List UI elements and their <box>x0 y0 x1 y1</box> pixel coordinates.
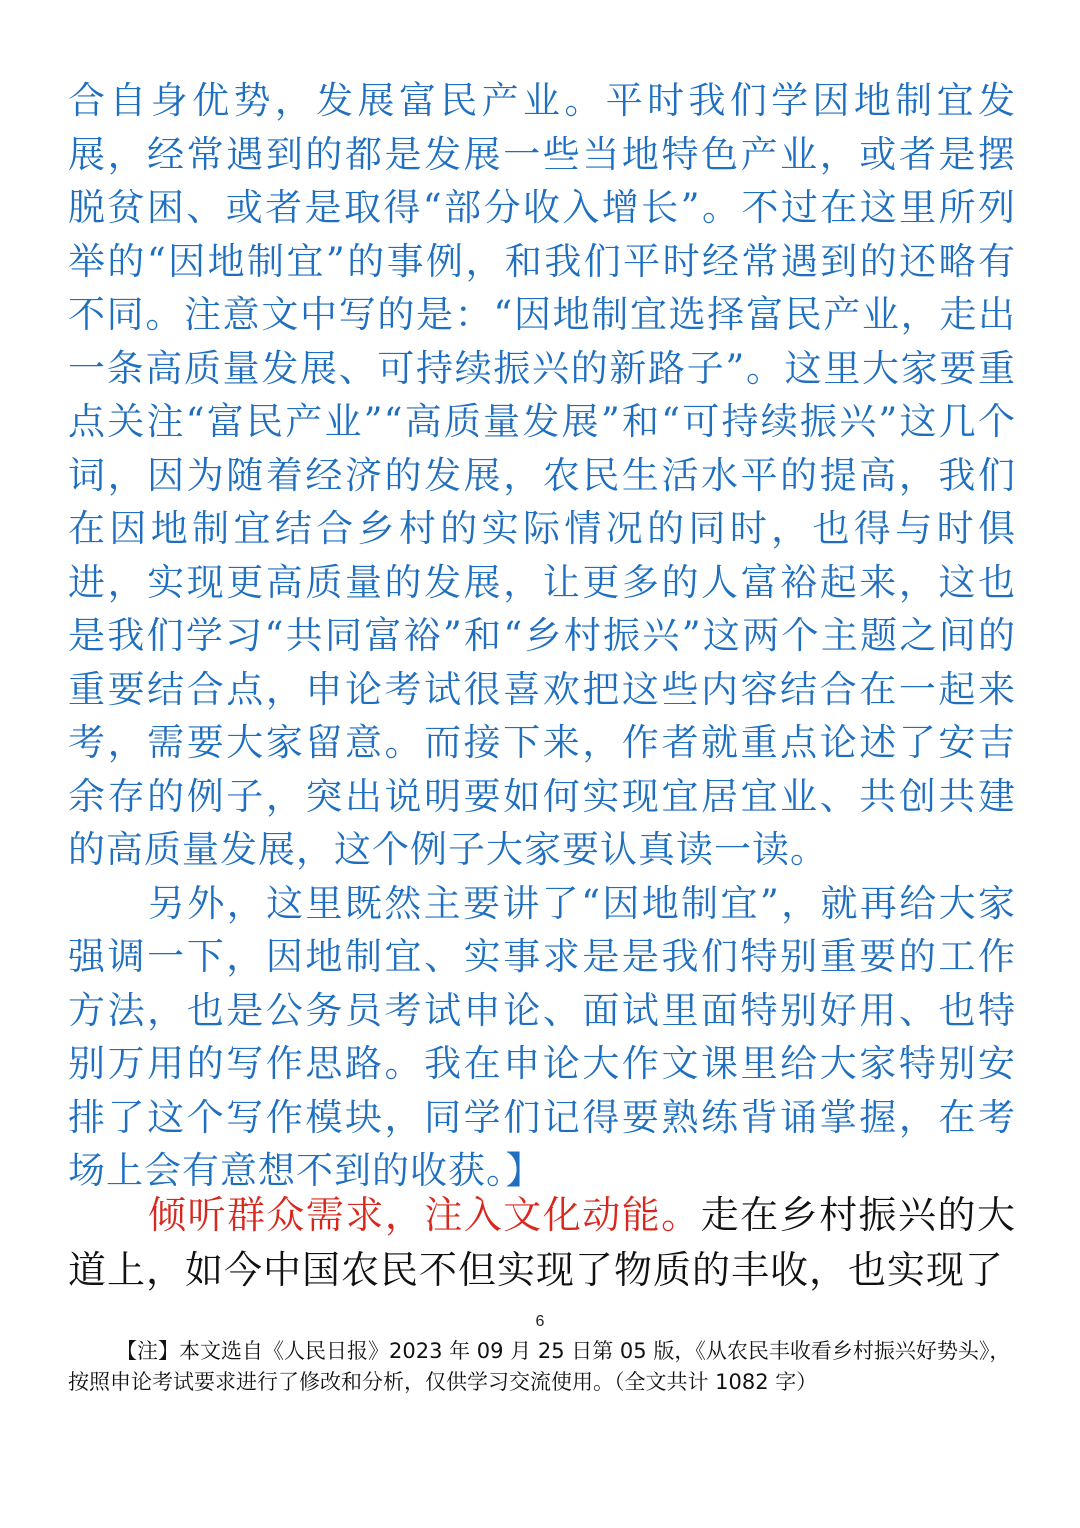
commentary-paragraph-1: 合自身优势，发展富民产业。平时我们学因地制宜发展，经常遇到的都是发展一些当地特色产业，或者是摆脱贫困、或者是取得“部分收入增长”。不过在这里所列举的“因地制宜”的事例，和我们平时经常遇到的还略有不同。注意文中写的是：“因地制宜选择富民产业，走出一条高质量发展、可持续振兴的新路子”。这里大家要重点关注“富民产业”“高质量发展”和“可持续振兴”这几个词，因为随着经济的发展，农民生活水平的提高，我们在因地制宜结合乡村的实际情况的同时，也得与时俱进，实现更高质量的发展，让更多的人富裕起来，这也是我们学习“共同富裕”和“乡村振兴”这两个主题之间的重要结合点，申论考试很喜欢把这些内容结合在一起来考，需要大家留意。而接下来，作者就重点论述了安吉余存的例子，突出说明要如何实现宜居宜业、共创共建的高质量发展，这个例子大家要认真读一读。 <box>68 79 1016 871</box>
commentary-paragraph-2: 另外，这里既然主要讲了“因地制宜”，就再给大家强调一下，因地制宜、实事求是是我们特别重要的工作方法，也是公务员考试申论、面试里面特别好用、也特别万用的写作思路。我在申论大作文课里给大家特别安排了这个写作模块，同学们记得要熟练背诵掌握，在考场上会有意想不到的收获。】 <box>68 881 1016 1192</box>
section-heading: 倾听群众需求，注入文化动能。 <box>148 1193 701 1237</box>
page-number: 6 <box>535 1313 545 1330</box>
footnote: 【注】本文选自《人民日报》2023 年 09 月 25 日第 05 版，《从农民丰收看乡村振兴好势头》，按照申论考试要求进行了修改和分析，仅供学习交流使用。（全文共计 1082 字） <box>68 1339 1011 1394</box>
article-paragraph <box>68 1188 1016 1298</box>
commentary-block <box>68 74 1016 1198</box>
article-paragraph-text: 走在乡村振兴的大道上，如今中国农民不但实现了物质的丰收，也实现了 <box>68 1193 1016 1292</box>
